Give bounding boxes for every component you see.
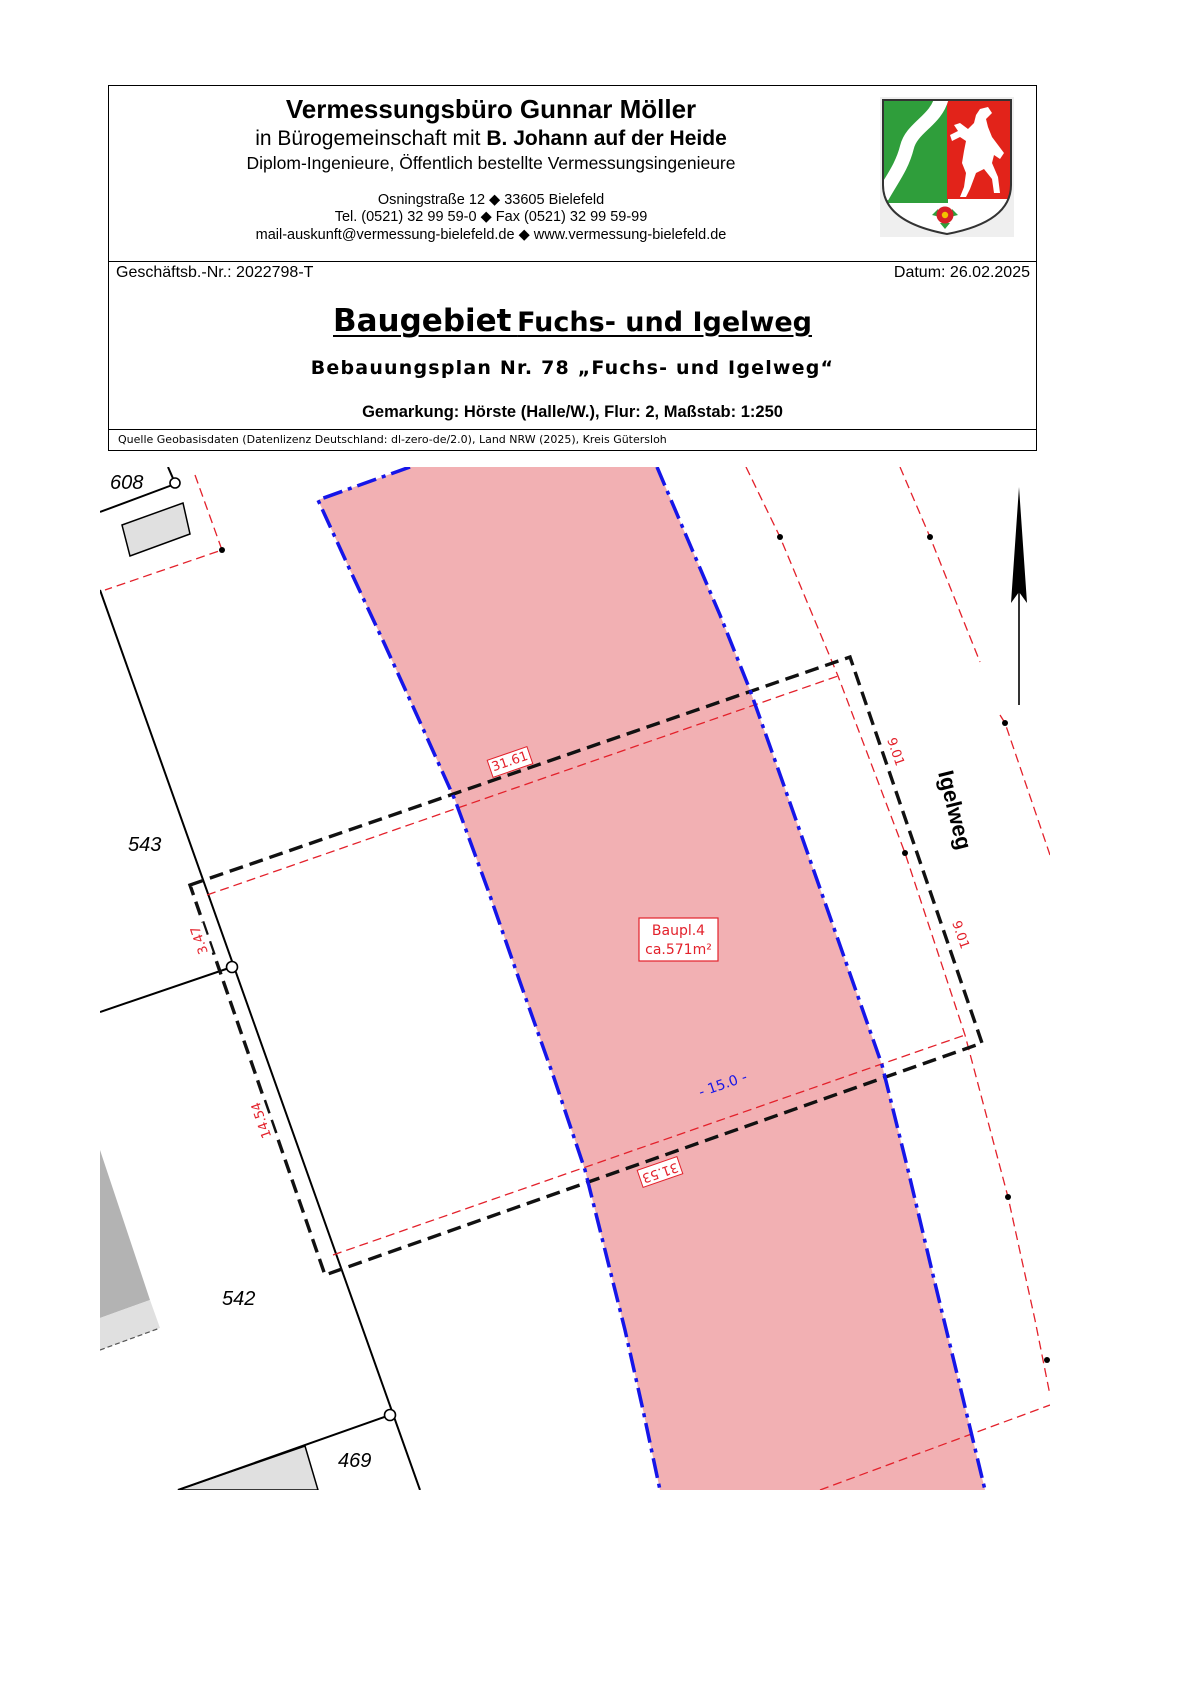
project-section [109,261,1036,430]
parcel-number-469: 469 [338,1450,372,1472]
lot-number: Baupl.4 [651,923,706,939]
survey-map [100,467,1050,1490]
street-name: Igelweg [933,767,977,853]
building-608 [122,503,190,556]
street-line-3 [1000,715,1050,855]
nrw-coat-of-arms-icon [880,97,1014,237]
development-area [318,467,985,1490]
survey-point [219,547,225,553]
address: Osningstraße 12 ◆ 33605 Bielefeld [377,192,605,208]
file-number: Geschäftsb.-Nr.: 2022798-T [116,264,314,281]
dimension-label-east-lower [947,917,973,952]
boundary-point [227,962,238,973]
data-source: Quelle Geobasisdaten (Datenlizenz Deutschland: dl-zero-de/2.0), Land NRW (2025), Kreis Gütersloh [118,433,667,446]
cadastral-info: Gemarkung: Hörste (Halle/W.), Flur: 2, Maßstab: 1:250 [362,403,783,421]
boundary-point [170,478,180,488]
parcel-number-543: 543 [128,834,162,856]
north-arrow-head [1011,487,1027,603]
dimension-value: 3.47 [188,923,212,957]
lot-area: ca.571m² [645,942,712,958]
survey-point [1005,1194,1011,1200]
parcel-number-608: 608 [110,472,144,494]
partnership-line [109,126,873,152]
dimension-value: 14.54 [248,1099,276,1141]
company-name: Vermessungsbüro Gunnar Möller [285,94,697,124]
parcel-boundary-543-542 [100,967,232,1012]
street-line-2 [900,467,980,662]
north-arrow-icon [1011,487,1027,705]
parcel-number-542: 542 [222,1288,256,1310]
plan-width-label: - 15.0 - [696,1069,750,1101]
dimension-value: 31.61 [489,748,531,776]
qualification: Diplom-Ingenieure, Öffentlich bestellte Vermessungsingenieure [246,153,736,173]
development-plan: Bebauungsplan Nr. 78 „Fuchs- und Igelweg“ [310,357,835,379]
survey-point [1002,720,1008,726]
building-542-dark [100,1150,150,1318]
project-title [109,301,1036,346]
survey-point [927,534,933,540]
dimension-value: 9.01 [883,735,907,769]
parcel-boundary-main [100,590,420,1490]
title-sub: Fuchs- und Igelweg [517,307,812,338]
rose-center [942,212,948,218]
firm-info [109,86,873,261]
firm-section [109,86,1036,262]
email-website: mail-auskunft@vermessung-bielefeld.de ◆ www.vermessung-bielefeld.de [255,227,727,243]
survey-point [902,850,908,856]
date: Datum: 26.02.2025 [893,264,1030,281]
survey-point [1044,1357,1050,1363]
partnership-prefix: in Bürogemeinschaft mit [255,127,481,150]
phone-fax: Tel. (0521) 32 99 59-0 ◆ Fax (0521) 32 99 59-99 [334,209,648,225]
boundary-point [385,1410,396,1421]
partner-name: B. Johann auf der Heide [486,127,727,150]
dimension-value: 9.01 [948,918,972,952]
lot-label [639,918,718,961]
title-main: Baugebiet [333,303,512,339]
source-section [109,429,1036,450]
dimension-label-west-upper [187,922,213,957]
survey-point [777,534,783,540]
dimension-value: 31.53 [639,1158,681,1186]
title-block [108,85,1037,451]
